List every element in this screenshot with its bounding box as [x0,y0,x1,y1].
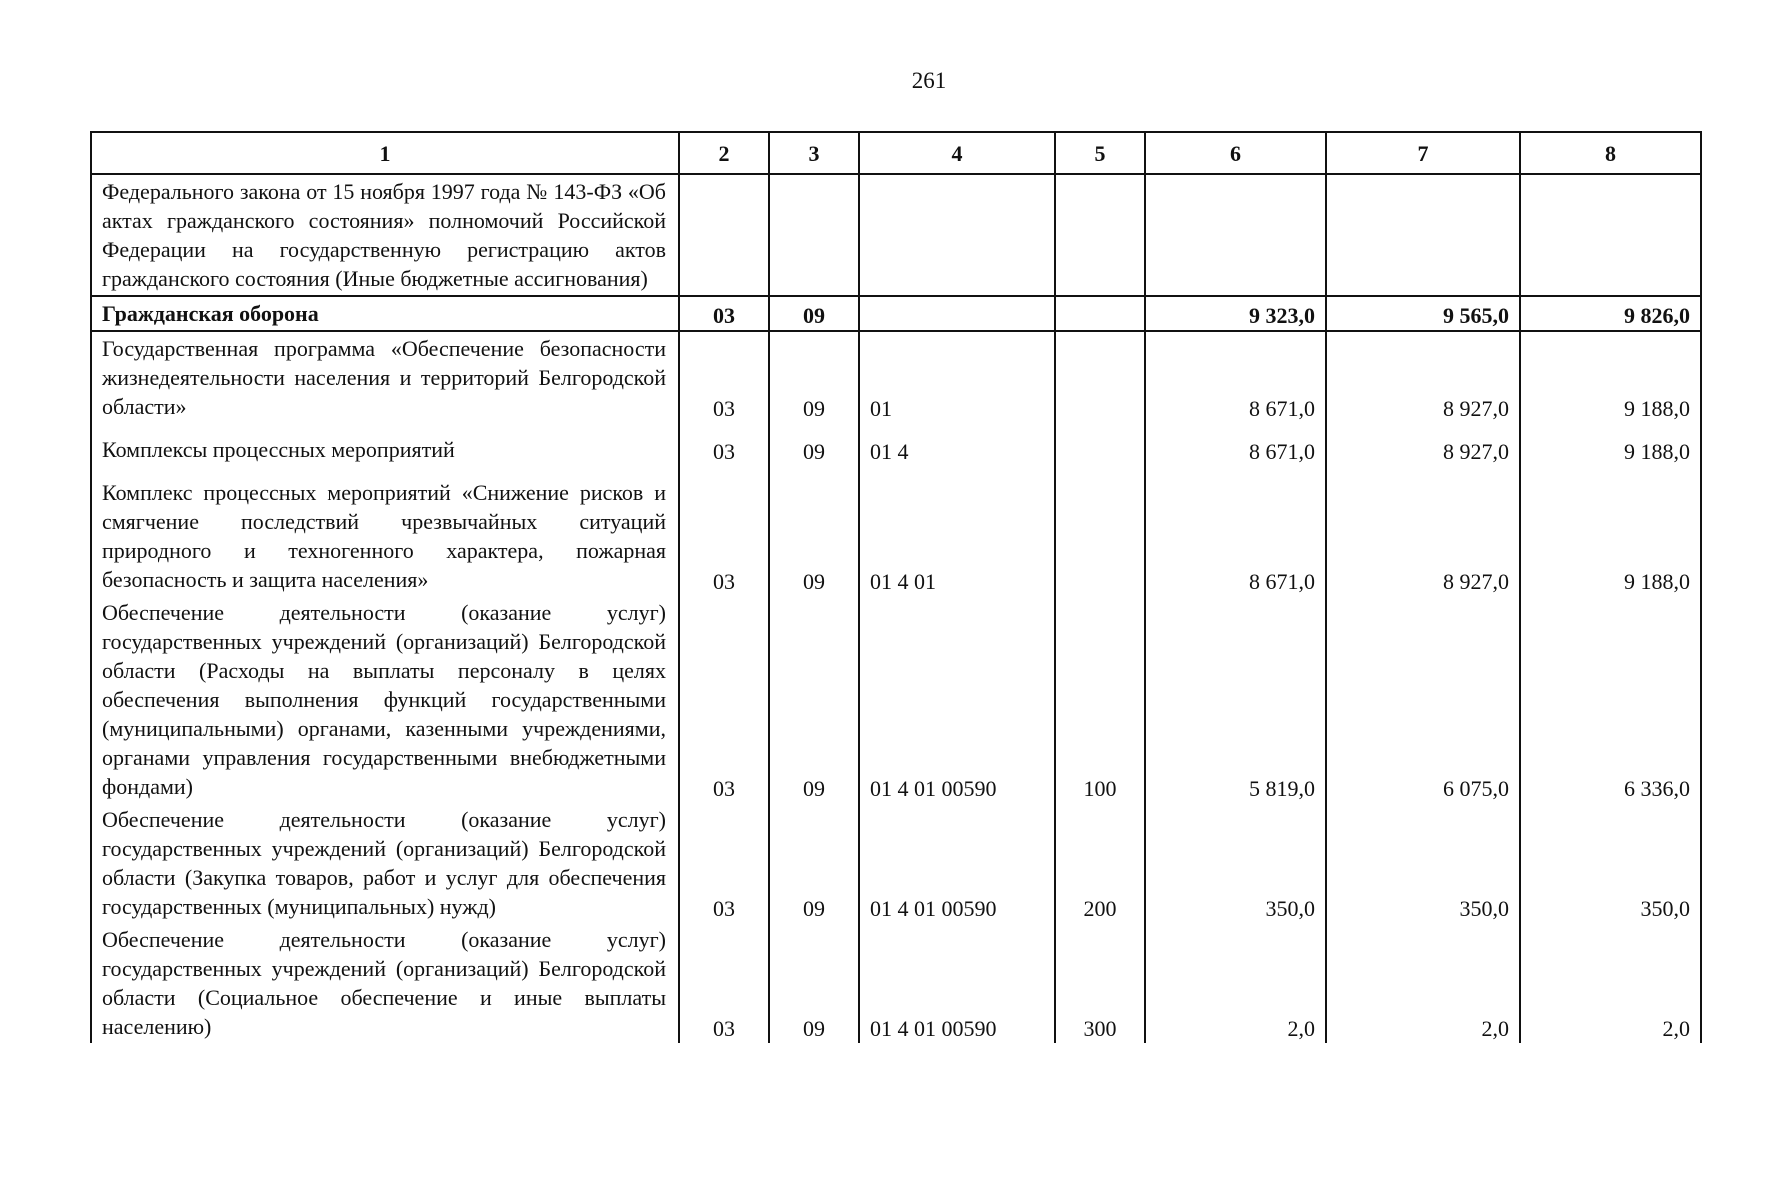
row-amount-col7: 6 075,0 [1326,596,1520,803]
row-amount-col7: 8 927,0 [1326,423,1520,466]
row-name: Обеспечение деятельности (оказание услуг) государственных учреждений (организаций) Белгородской области (Социальное обеспечение и иные выплаты населению) [91,923,679,1043]
row-name: Государственная программа «Обеспечение безопасности жизнедеятельности населения и территорий Белгородской области» [91,331,679,423]
col-header-6: 6 [1145,132,1326,174]
row-amount-col6: 8 671,0 [1145,466,1326,596]
row-name: Федерального закона от 15 ноября 1997 года № 143-ФЗ «Об актах гражданского состояния» полномочий Российской Федерации на государственную регистрацию актов гражданского состояния (Иные бюджетные ассигнования) [91,174,679,296]
row-section: 03 [679,923,769,1043]
budget-table [90,131,1702,1043]
row-name: Комплекс процессных мероприятий «Снижение рисков и смягчение последствий чрезвычайных ситуаций природного и техногенного характера, пожарная безопасность и защита населения» [91,466,679,596]
row-expense-type: 200 [1055,803,1145,923]
row-amount-col7 [1326,174,1520,296]
table-body [91,174,1701,1043]
row-subsection: 09 [769,596,859,803]
row-name: Обеспечение деятельности (оказание услуг) государственных учреждений (организаций) Белгородской области (Расходы на выплаты персоналу в целях обеспечения выполнения функций государственными (муниципальными) органами, казенными учреждениями, органами управления государственными внебюджетными фондами) [91,596,679,803]
row-section: 03 [679,331,769,423]
row-amount-col6: 9 323,0 [1145,296,1326,331]
col-header-8: 8 [1520,132,1701,174]
table-row [91,596,1701,803]
table-row [91,174,1701,296]
table-row [91,803,1701,923]
row-amount-col8 [1520,174,1701,296]
row-section: 03 [679,423,769,466]
row-amount-col8: 6 336,0 [1520,596,1701,803]
row-amount-col8: 9 188,0 [1520,423,1701,466]
row-subsection [769,174,859,296]
row-subsection: 09 [769,803,859,923]
row-section: 03 [679,803,769,923]
row-amount-col6: 8 671,0 [1145,423,1326,466]
row-subsection: 09 [769,923,859,1043]
row-section [679,174,769,296]
table-row [91,423,1701,466]
header-row [91,132,1701,174]
row-expense-type [1055,423,1145,466]
row-target-code: 01 [859,331,1055,423]
row-target-code: 01 4 01 00590 [859,596,1055,803]
row-amount-col8: 9 188,0 [1520,466,1701,596]
row-name: Комплексы процессных мероприятий [91,423,679,466]
row-amount-col7: 9 565,0 [1326,296,1520,331]
row-amount-col8: 9 188,0 [1520,331,1701,423]
row-amount-col7: 350,0 [1326,803,1520,923]
row-subsection: 09 [769,331,859,423]
row-name: Обеспечение деятельности (оказание услуг) государственных учреждений (организаций) Белгородской области (Закупка товаров, работ и услуг для обеспечения государственных (муниципальных) нужд) [91,803,679,923]
row-expense-type [1055,466,1145,596]
row-expense-type: 300 [1055,923,1145,1043]
col-header-3: 3 [769,132,859,174]
row-amount-col6 [1145,174,1326,296]
table-row [91,296,1701,331]
col-header-4: 4 [859,132,1055,174]
row-amount-col7: 8 927,0 [1326,466,1520,596]
row-subsection: 09 [769,466,859,596]
row-target-code: 01 4 01 00590 [859,923,1055,1043]
row-amount-col8: 2,0 [1520,923,1701,1043]
row-target-code: 01 4 01 [859,466,1055,596]
row-amount-col8: 350,0 [1520,803,1701,923]
row-amount-col6: 350,0 [1145,803,1326,923]
col-header-1: 1 [91,132,679,174]
row-name: Гражданская оборона [91,296,679,331]
table-row [91,466,1701,596]
row-subsection: 09 [769,423,859,466]
row-amount-col6: 5 819,0 [1145,596,1326,803]
row-expense-type [1055,296,1145,331]
table-row [91,923,1701,1043]
table-row [91,331,1701,423]
col-header-7: 7 [1326,132,1520,174]
row-section: 03 [679,596,769,803]
row-target-code: 01 4 01 00590 [859,803,1055,923]
row-expense-type [1055,174,1145,296]
row-section: 03 [679,466,769,596]
row-target-code: 01 4 [859,423,1055,466]
row-amount-col8: 9 826,0 [1520,296,1701,331]
row-amount-col7: 8 927,0 [1326,331,1520,423]
row-section: 03 [679,296,769,331]
row-expense-type: 100 [1055,596,1145,803]
row-amount-col6: 2,0 [1145,923,1326,1043]
page-number: 261 [911,68,947,93]
row-target-code [859,296,1055,331]
row-amount-col7: 2,0 [1326,923,1520,1043]
col-header-2: 2 [679,132,769,174]
row-target-code [859,174,1055,296]
col-header-5: 5 [1055,132,1145,174]
row-expense-type [1055,331,1145,423]
row-subsection: 09 [769,296,859,331]
row-amount-col6: 8 671,0 [1145,331,1326,423]
